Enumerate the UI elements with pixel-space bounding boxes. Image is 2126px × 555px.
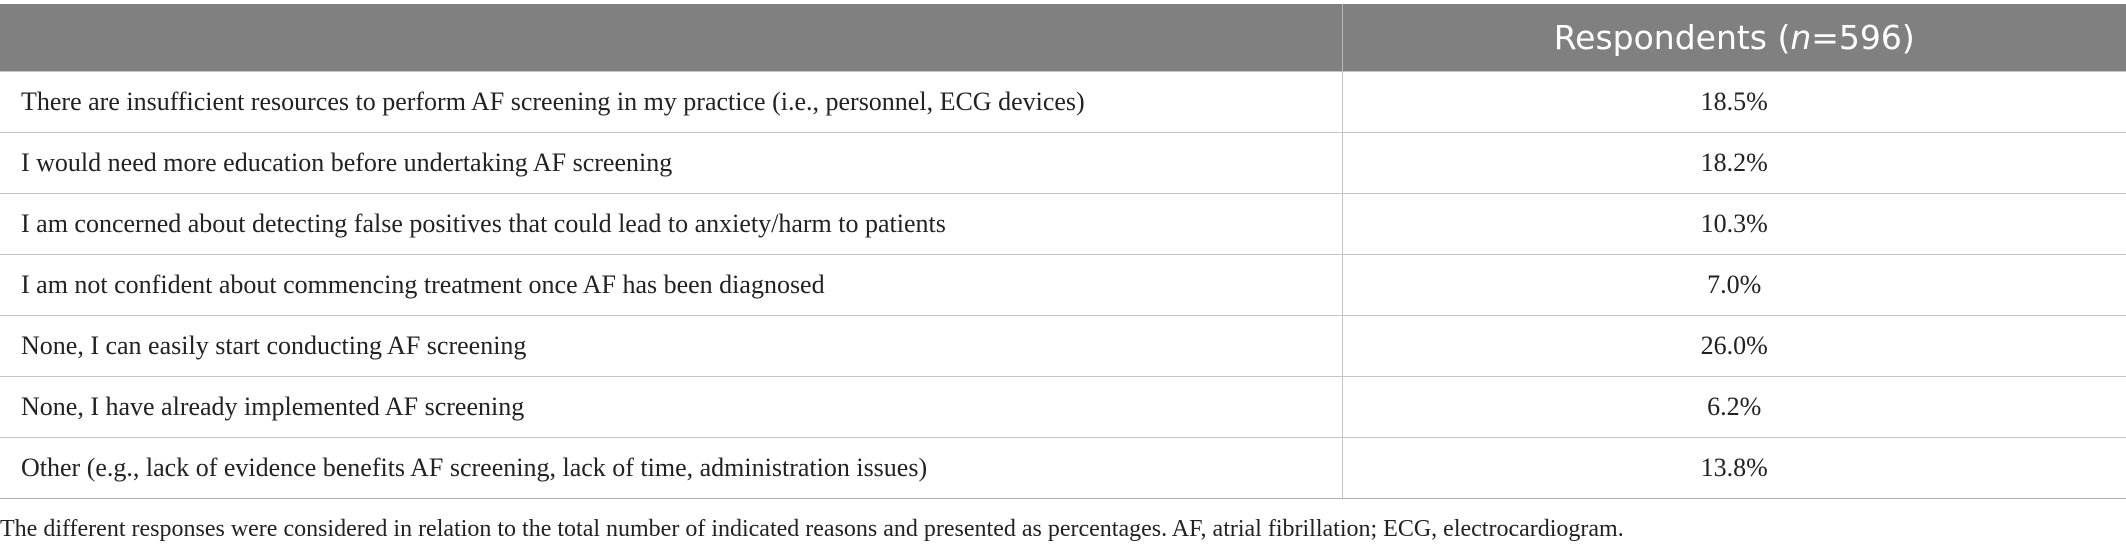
reason-cell: None, I can easily start conducting AF screening (0, 316, 1342, 377)
reason-cell: I would need more education before undertaking AF screening (0, 133, 1342, 194)
value-cell: 18.5% (1342, 72, 2126, 133)
table-row (0, 377, 2126, 438)
header-respondents-n: n (1790, 18, 1812, 57)
value-cell: 26.0% (1342, 316, 2126, 377)
value-cell: 6.2% (1342, 377, 2126, 438)
results-table-container (0, 4, 2126, 499)
results-table (0, 4, 2126, 499)
value-cell: 10.3% (1342, 194, 2126, 255)
table-row (0, 438, 2126, 499)
reason-cell: I am not confident about commencing treatment once AF has been diagnosed (0, 255, 1342, 316)
table-row (0, 72, 2126, 133)
table-row (0, 255, 2126, 316)
table-row (0, 194, 2126, 255)
reason-cell: There are insufficient resources to perform AF screening in my practice (i.e., personnel, ECG devices) (0, 72, 1342, 133)
reason-cell: Other (e.g., lack of evidence benefits AF screening, lack of time, administration issues) (0, 438, 1342, 499)
table-footnote: The different responses were considered in relation to the total number of indicated reasons and presented as percentages. AF, atrial fibrillation; ECG, electrocardiogram. (0, 516, 1624, 542)
value-cell: 7.0% (1342, 255, 2126, 316)
reason-cell: I am concerned about detecting false positives that could lead to anxiety/harm to patients (0, 194, 1342, 255)
reason-cell: None, I have already implemented AF screening (0, 377, 1342, 438)
value-cell: 18.2% (1342, 133, 2126, 194)
header-respondents (1342, 4, 2126, 72)
header-respondents-suffix: =596) (1811, 18, 1915, 57)
table-row (0, 316, 2126, 377)
header-reason (0, 4, 1342, 72)
table-row (0, 133, 2126, 194)
header-respondents-prefix: Respondents ( (1553, 18, 1791, 57)
table-header-row (0, 4, 2126, 72)
value-cell: 13.8% (1342, 438, 2126, 499)
